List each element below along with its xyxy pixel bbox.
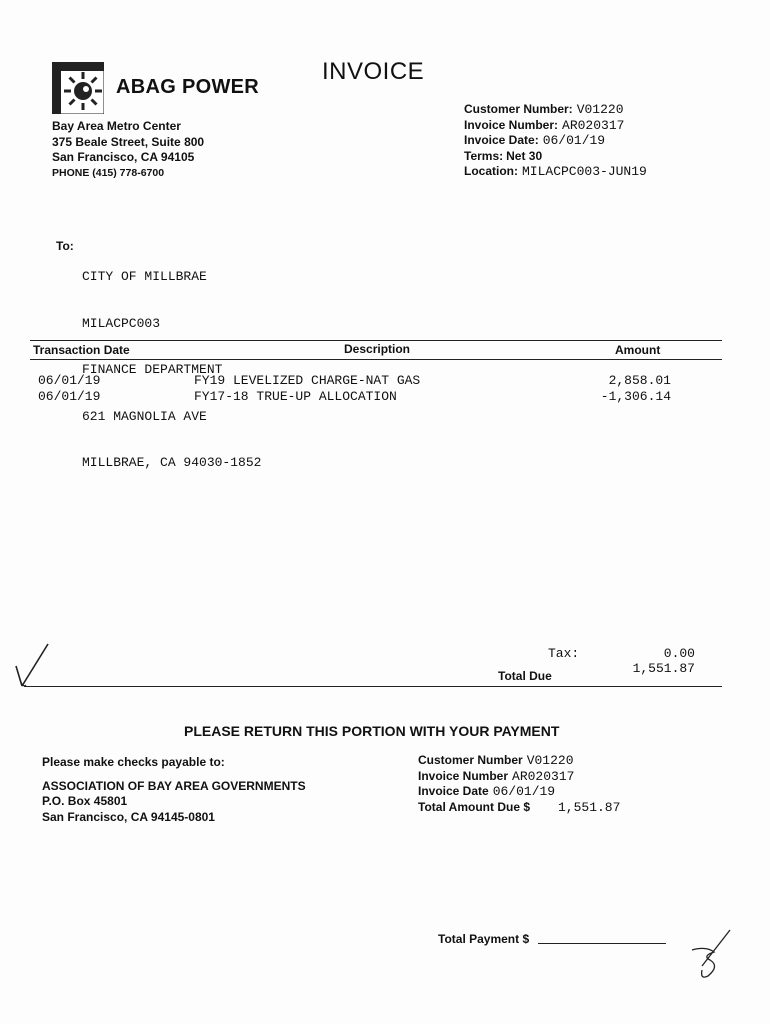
col-header-date: Transaction Date: [33, 343, 130, 357]
remittance-fields: [418, 753, 620, 815]
meta-location: Location: MILACPC003-JUN19: [464, 164, 647, 179]
table-cell-amount: 2,858.01: [608, 373, 671, 388]
payee-line: P.O. Box 45801: [42, 794, 128, 808]
remit-total-amount-due: Total Amount Due $ 1,551.87: [418, 799, 621, 815]
col-header-description: Description: [344, 342, 411, 356]
table-header-rule: [30, 359, 722, 360]
abag-power-logo: [52, 62, 104, 114]
payable-to-label: Please make checks payable to:: [42, 755, 225, 769]
check-mark-icon: [14, 640, 54, 692]
payee-line: ASSOCIATION OF BAY AREA GOVERNMENTS: [42, 778, 306, 793]
company-name: ABAG POWER: [116, 76, 259, 98]
remit-invoice-date: Invoice Date 06/01/19: [418, 784, 556, 799]
document-title: INVOICE: [322, 58, 425, 85]
table-cell-date: 06/01/19: [38, 373, 101, 388]
bill-to-label: To:: [56, 239, 74, 253]
total-payment-line[interactable]: [538, 943, 666, 944]
table-cell-description: FY19 LEVELIZED CHARGE-NAT GAS: [194, 373, 421, 388]
amount-column: [560, 373, 671, 404]
bill-to-line: FINANCE DEPARTMENT: [82, 362, 223, 377]
total-due-value: 1,551.87: [632, 661, 695, 676]
handwritten-initial-icon: [684, 926, 736, 982]
table-cell-description: FY17-18 TRUE-UP ALLOCATION: [194, 388, 397, 404]
totals-rule: [24, 686, 722, 687]
bill-to-line: MILACPC003: [82, 315, 161, 331]
description-column: [194, 373, 420, 404]
table-cell-date: 06/01/19: [38, 388, 101, 404]
total-payment-label: Total Payment $: [438, 932, 530, 946]
bill-to-address: [82, 238, 261, 486]
total-due-label: Total Due: [498, 669, 552, 683]
address-line: San Francisco, CA 94105: [52, 150, 195, 164]
address-line: Bay Area Metro Center: [52, 119, 181, 133]
meta-invoice-date: Invoice Date: 06/01/19: [464, 133, 606, 148]
col-header-amount: Amount: [615, 343, 661, 357]
company-phone: PHONE (415) 778-6700: [52, 166, 165, 179]
tax-label: Tax:: [548, 646, 580, 661]
meta-invoice-number: Invoice Number: AR020317: [464, 117, 625, 133]
tax-value: 0.00: [663, 646, 695, 661]
return-portion-title: PLEASE RETURN THIS PORTION WITH YOUR PAYMENT: [184, 723, 560, 739]
address-line: 375 Beale Street, Suite 800: [52, 134, 205, 149]
date-column: [38, 373, 100, 404]
payee-line: San Francisco, CA 94145-0801: [42, 809, 215, 824]
company-address: [52, 119, 204, 181]
remit-invoice-number: Invoice Number AR020317: [418, 768, 575, 784]
table-top-rule: [30, 340, 722, 341]
invoice-meta: [464, 102, 647, 180]
bill-to-line: MILLBRAE, CA 94030-1852: [82, 455, 262, 470]
bill-to-line: CITY OF MILLBRAE: [82, 269, 207, 284]
meta-customer-number: Customer Number: V01220: [464, 102, 624, 117]
table-cell-amount: -1,306.14: [600, 388, 671, 404]
meta-terms: Terms: Net 30: [464, 148, 543, 163]
payable-to-block: [42, 755, 306, 825]
remit-customer-number: Customer Number V01220: [418, 753, 574, 768]
bill-to-line: 621 MAGNOLIA AVE: [82, 408, 207, 424]
